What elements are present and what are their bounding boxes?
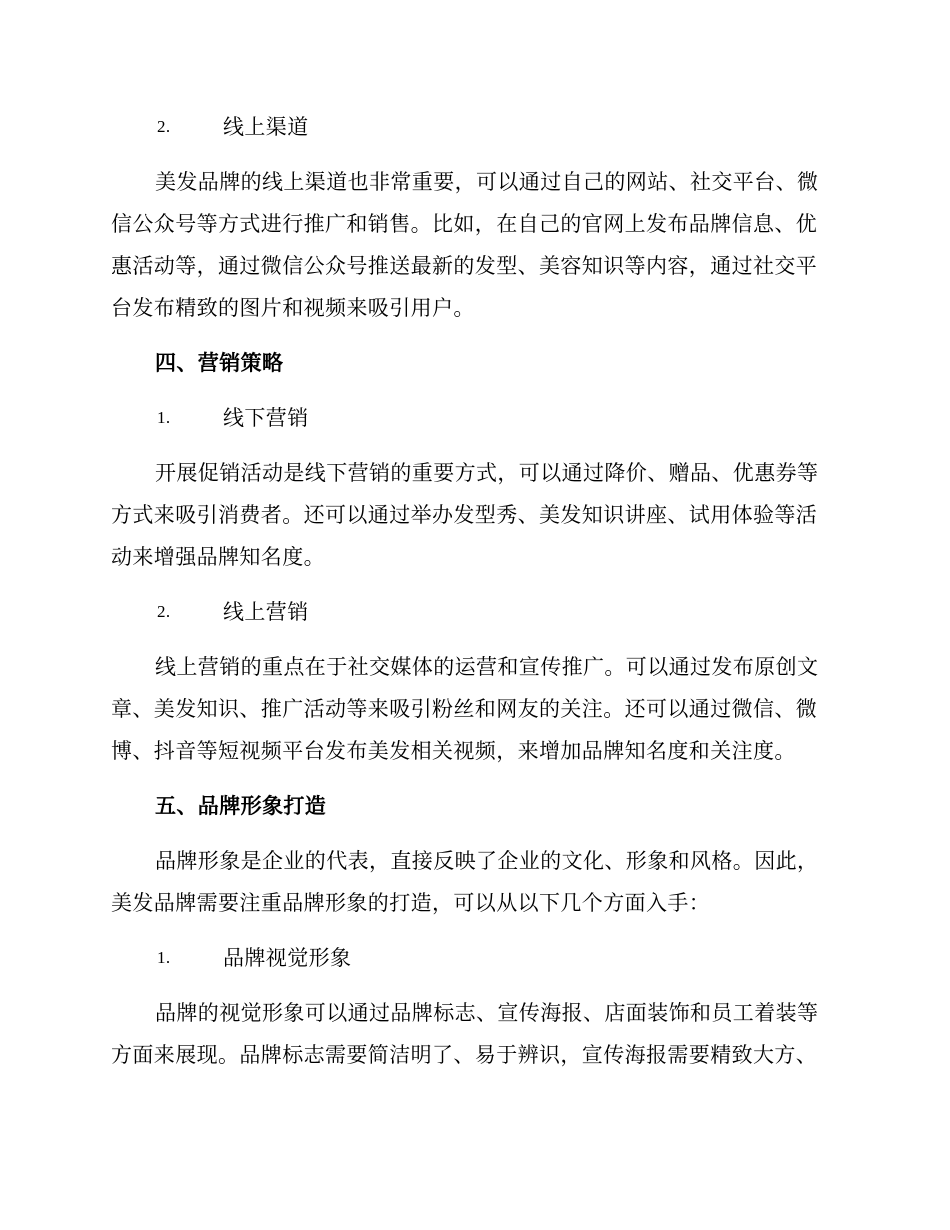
list-item-title: 线上营销 (223, 600, 309, 624)
paragraph-line: 品牌的视觉形象可以通过品牌标志、宣传海报、店面装饰和员工着装等 (155, 1001, 819, 1025)
paragraph-line: 章、美发知识、推广活动等来吸引粉丝和网友的关注。还可以通过微信、微 (111, 697, 818, 721)
paragraph-line: 台发布精致的图片和视频来吸引用户。 (111, 296, 475, 320)
section-heading: 五、品牌形象打造 (155, 793, 327, 818)
paragraph-line: 动来增强品牌知名度。 (111, 545, 325, 569)
list-number: 2. (157, 117, 171, 136)
paragraph-line: 美发品牌需要注重品牌形象的打造，可以从以下几个方面入手： (111, 891, 711, 915)
list-item-title: 线下营销 (223, 406, 309, 430)
list-number: 2. (157, 602, 171, 621)
paragraph-line: 方式来吸引消费者。还可以通过举办发型秀、美发知识讲座、试用体验等活 (111, 503, 818, 527)
paragraph-line: 信公众号等方式进行推广和销售。比如，在自己的官网上发布品牌信息、优 (111, 212, 818, 236)
paragraph-line: 美发品牌的线上渠道也非常重要，可以通过自己的网站、社交平台、微 (155, 170, 819, 194)
paragraph-line: 惠活动等，通过微信公众号推送最新的发型、美容知识等内容，通过社交平 (111, 254, 818, 278)
list-item-title: 线上渠道 (223, 115, 309, 139)
paragraph-line: 博、抖音等短视频平台发布美发相关视频，来增加品牌知名度和关注度。 (111, 739, 796, 763)
paragraph-line: 开展促销活动是线下营销的重要方式，可以通过降价、赠品、优惠券等 (155, 461, 819, 485)
paragraph-line: 方面来展现。品牌标志需要简洁明了、易于辨识，宣传海报需要精致大方、 (111, 1043, 818, 1067)
list-item-title: 品牌视觉形象 (223, 946, 352, 970)
list-number: 1. (157, 408, 171, 427)
section-heading: 四、营销策略 (155, 350, 284, 375)
paragraph-line: 线上营销的重点在于社交媒体的运营和宣传推广。可以通过发布原创文 (155, 655, 819, 679)
list-number: 1. (157, 948, 171, 967)
paragraph-line: 品牌形象是企业的代表，直接反映了企业的文化、形象和风格。因此， (155, 849, 819, 873)
